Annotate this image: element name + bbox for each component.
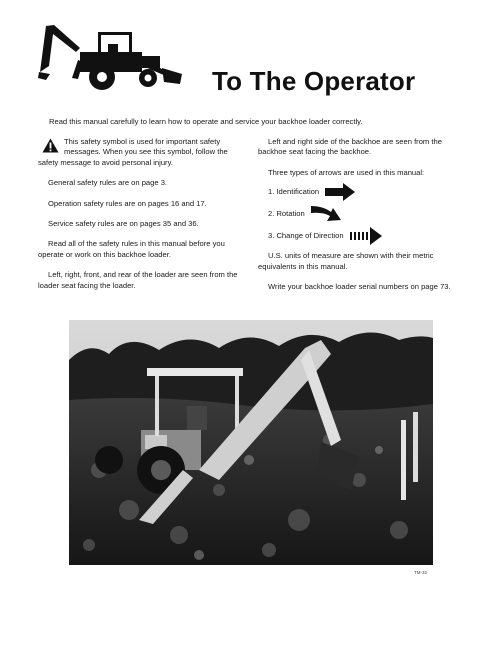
service-rules-text: Service safety rules are on pages 35 and 36. <box>48 219 199 229</box>
arrow-item <box>268 181 468 203</box>
solid-arrow-icon <box>325 183 355 201</box>
safety-symbol-paragraph <box>38 137 248 168</box>
curved-arrow-icon <box>311 204 345 224</box>
backhoe-illustration <box>36 22 186 92</box>
arrows-intro-text: Three types of arrows are used in this manual: <box>268 167 425 177</box>
arrow-label: 3. Change of Direction <box>268 231 344 241</box>
loader-sides-text: Left, right, front, and rear of the loader are seen from the loader seat facing the loader. <box>38 270 238 290</box>
safety-symbol-text: This safety symbol is used for important safety messages. When you see this symbol, follow the safety message to avoid personal injury. <box>38 137 228 167</box>
arrow-label: 1. Identification <box>268 187 320 197</box>
backhoe-sides-text: Left and right side of the backhoe are seen from the backhoe seat facing the backhoe. <box>258 137 442 157</box>
units-text: U.S. units of measure are shown with their metric equivalents in this manual. <box>258 251 434 271</box>
read-all-text: Read all of the safety rules in this manual before you operate or work on this backhoe loader. <box>38 239 225 259</box>
warning-triangle-icon <box>42 138 59 153</box>
right-column <box>258 137 468 302</box>
arrow-label: 2. Rotation <box>268 209 305 219</box>
arrow-item <box>268 203 468 225</box>
serial-text: Write your backhoe loader serial numbers on page 73. <box>268 282 451 292</box>
intro-paragraph: Read this manual carefully to learn how to operate and service your backhoe loader correctly. <box>49 117 363 126</box>
general-rules-text: General safety rules are on page 3. <box>48 178 168 188</box>
backhoe-photo <box>69 320 433 565</box>
operation-rules-text: Operation safety rules are on pages 16 and 17. <box>48 198 207 208</box>
page-title: To The Operator <box>212 66 416 96</box>
figure-code: TM-32 <box>414 570 428 575</box>
left-column <box>38 137 248 301</box>
striped-arrow-icon <box>350 227 382 245</box>
arrow-item <box>268 225 468 247</box>
